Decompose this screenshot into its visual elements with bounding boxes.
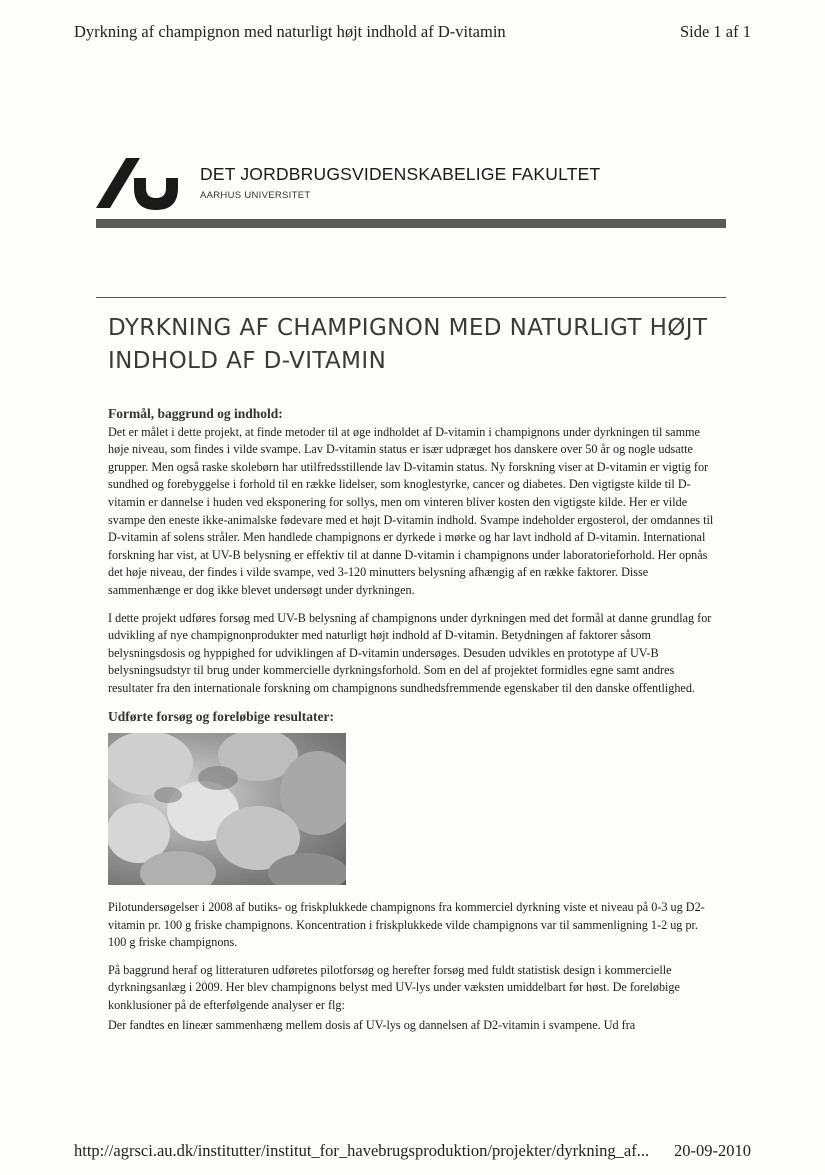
paragraph: I dette projekt udføres forsøg med UV-B belysning af champignons under dyrkningen med det formål at danne grundlag for udvikling af nye champignonprodukter med naturligt højt indhold af D-vitamin. Betydningen af faktorer såsom belysningsdosis og hyppighed for udviklingen af D-vitamin undersøges. Desuden udvikles en prototype af UV-B belysningsudstyr til brug under kommercielle dyrkningsforhold. Som en del af projektet formidles egne samt andres resultater fra den internationale forskning om champignons sundhedsfremmende egenskaber til den danske offentlighed. [108, 610, 712, 695]
paragraph: Pilotundersøgelser i 2008 af butiks- og friskplukkede champignons fra kommerciel dyrkning viste et niveau på 0-3 ug D2-vitamin pr. 100 g friske champignons. Koncentration i friskplukkede vilde champignons var til sammenligning 1-2 ug pr. 100 g friske champignons. [108, 900, 705, 950]
paragraph: Der fandtes en lineær sammenhæng mellem dosis af UV-lys og dannelsen af D2-vitamin i svampene. Ud fra [108, 1017, 636, 1032]
article-body [108, 405, 718, 1044]
page-title: DYRKNING AF CHAMPIGNON MED NATURLIGT HØJT INDHOLD AF D-VITAMIN [108, 315, 708, 374]
university-name: AARHUS UNIVERSITET [200, 190, 311, 201]
paragraph: Det er målet i dette projekt, at finde metoder til at øge indholdet af D-vitamin i champignons under dyrkningen til samme høje niveau, som findes i vilde svampe. Lav D-vitamin status er især udpræget hos danskere over 50 år og nogle udsatte grupper. Men også raske skolebørn har utilfredsstillende lav D-vitamin status. Ny forskning viser at D-vitamin er vigtig for sundhed og forebyggelse i forhold til en række lidelser, som knoglestyrke, cancer og diabetes. Den vigtigste kilde til D-vitamin er dannelse i huden ved eksponering for sollys, men om vinteren bliver kosten den vigtigste kilde. Her er vilde svampe den eneste ikke-animalske fødevare med et højt D-vitamin indhold. Svampe indeholder ergosterol, der omdannes til D-vitamin af solens stråler. Men handlede champignons er dyrkede i mørke og har lavt indhold af D-vitamin. International forskning har vist, at UV-B belysning er effektiv til at danne D-vitamin i champignons under laboratorieforhold. Her opnås det høje niveau, der findes i vilde svampe, ved 3-120 minutters belysning afhængig af en række faktorer. Disse sammenhænge er dog ikke blevet undersøgt under dyrkningen. [108, 424, 714, 597]
print-header-title: Dyrkning af champignon med naturligt højt indhold af D-vitamin [74, 22, 506, 41]
header-divider-band [96, 219, 726, 228]
paragraph: På baggrund heraf og litteraturen udføretes pilotforsøg og herefter forsøg med fuldt statistisk design i kommercielle dyrkningsanlæg i 2009. Her blev champignons belyst med UV-lys under væksten umiddelbart før høst. De foreløbige konklusioner på de efterfølgende analyser er flg: [108, 962, 680, 1013]
print-header-page-number: Side 1 af 1 [679, 22, 751, 41]
section-heading-results: Udførte forsøg og foreløbige resultater: [108, 708, 334, 724]
mushroom-photo [108, 733, 346, 885]
print-header [74, 22, 751, 42]
title-divider-rule [96, 297, 726, 298]
print-footer [74, 1141, 751, 1161]
print-footer-date: 20-09-2010 [674, 1141, 751, 1160]
faculty-name: DET JORDBRUGSVIDENSKABELIGE FAKULTET [200, 164, 601, 184]
faculty-logo-block [96, 156, 600, 212]
au-logo-icon [96, 156, 182, 212]
section-heading-purpose: Formål, baggrund og indhold: [108, 406, 283, 421]
print-footer-url: http://agrsci.au.dk/institutter/institut_for_havebrugsproduktion/projekter/dyrkning_af... [74, 1141, 650, 1160]
